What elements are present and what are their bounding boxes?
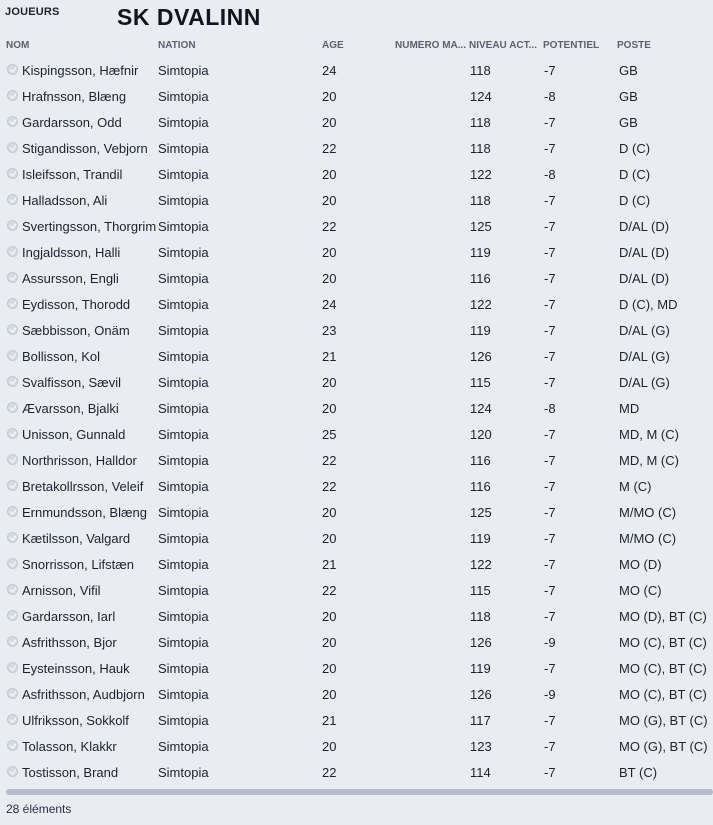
player-position: MO (D), BT (C): [619, 609, 707, 624]
player-level: 122: [470, 557, 492, 572]
player-name[interactable]: Tostisson, Brand: [22, 765, 119, 780]
scrollbar-thumb[interactable]: [6, 789, 713, 795]
table-row[interactable]: [0, 161, 713, 187]
player-position: MO (C), BT (C): [619, 661, 707, 676]
player-position: BT (C): [619, 765, 658, 780]
column-header-name[interactable]: NOM: [6, 40, 30, 51]
player-potential: -7: [544, 661, 556, 676]
player-list: [0, 57, 713, 785]
player-level: 126: [470, 349, 492, 364]
select-check-icon[interactable]: [7, 480, 18, 491]
player-level: 123: [470, 739, 492, 754]
player-potential: -7: [544, 765, 556, 780]
player-position: GB: [619, 63, 638, 78]
player-name[interactable]: Sæbbisson, Onäm: [22, 323, 130, 338]
player-name[interactable]: Hrafnsson, Blæng: [22, 89, 127, 104]
table-row[interactable]: [0, 343, 713, 369]
player-nation: Simtopia: [158, 401, 209, 416]
player-name[interactable]: Northrisson, Halldor: [22, 453, 137, 468]
table-row[interactable]: [0, 135, 713, 161]
player-nation: Simtopia: [158, 89, 209, 104]
select-check-icon[interactable]: [7, 194, 18, 205]
player-position: MO (G), BT (C): [619, 739, 708, 754]
table-row[interactable]: [0, 707, 713, 733]
player-nation: Simtopia: [158, 271, 209, 286]
player-level: 118: [470, 609, 491, 624]
player-nation: Simtopia: [158, 687, 209, 702]
top-bar: [0, 0, 713, 36]
player-nation: Simtopia: [158, 713, 209, 728]
player-position: D (C): [619, 141, 651, 156]
player-level: 118: [470, 63, 491, 78]
column-header-nation[interactable]: NATION: [158, 40, 196, 51]
player-position: D (C): [619, 193, 651, 208]
player-position: D/AL (G): [619, 375, 670, 390]
select-check-icon[interactable]: [7, 376, 18, 387]
player-age: 20: [322, 401, 337, 416]
column-header-potential[interactable]: POTENTIEL: [543, 40, 600, 51]
select-check-icon[interactable]: [7, 298, 18, 309]
section-label: JOUEURS: [5, 6, 60, 18]
player-level: 126: [470, 635, 492, 650]
player-position: D/AL (D): [619, 271, 670, 286]
player-potential: -7: [544, 557, 556, 572]
player-potential: -9: [544, 687, 556, 702]
player-position: GB: [619, 89, 638, 104]
player-position: M/MO (C): [619, 531, 677, 546]
player-age: 22: [322, 453, 337, 468]
player-potential: -7: [544, 375, 556, 390]
select-check-icon[interactable]: [7, 584, 18, 595]
player-age: 22: [322, 479, 337, 494]
player-nation: Simtopia: [158, 531, 209, 546]
club-title: SK DVALINN: [117, 4, 261, 30]
table-row[interactable]: [0, 83, 713, 109]
table-row[interactable]: [0, 655, 713, 681]
table-row[interactable]: [0, 447, 713, 473]
player-age: 20: [322, 167, 337, 182]
select-check-icon[interactable]: [7, 142, 18, 153]
player-position: D (C), MD: [619, 297, 678, 312]
player-age: 23: [322, 323, 337, 338]
table-row[interactable]: [0, 187, 713, 213]
player-name[interactable]: Gardarsson, Odd: [22, 115, 122, 130]
player-age: 20: [322, 635, 337, 650]
player-age: 20: [322, 609, 337, 624]
select-check-icon[interactable]: [7, 662, 18, 673]
table-row[interactable]: [0, 395, 713, 421]
player-age: 20: [322, 375, 337, 390]
player-name[interactable]: Svertingsson, Thorgrim: [22, 219, 157, 234]
table-row[interactable]: [0, 369, 713, 395]
player-position: D/AL (G): [619, 323, 670, 338]
select-check-icon[interactable]: [7, 402, 18, 413]
player-name[interactable]: Asfrithsson, Bjor: [22, 635, 117, 650]
column-header-number[interactable]: NUMÉRO MA...: [395, 40, 466, 51]
table-row[interactable]: [0, 57, 713, 83]
player-name[interactable]: Ævarsson, Bjalki: [22, 401, 119, 416]
player-name[interactable]: Assursson, Engli: [22, 271, 119, 286]
player-level: 116: [470, 479, 491, 494]
player-position: MO (C), BT (C): [619, 635, 707, 650]
column-header-level[interactable]: NIVEAU ACT...: [469, 40, 537, 51]
player-position: MO (C), BT (C): [619, 687, 707, 702]
player-potential: -7: [544, 271, 556, 286]
player-potential: -7: [544, 531, 556, 546]
player-name[interactable]: Arnisson, Vifil: [22, 583, 101, 598]
table-row[interactable]: [0, 499, 713, 525]
player-level: 119: [470, 661, 491, 676]
player-age: 21: [322, 349, 337, 364]
player-nation: Simtopia: [158, 609, 209, 624]
player-nation: Simtopia: [158, 765, 209, 780]
player-position: D/AL (D): [619, 245, 670, 260]
player-potential: -7: [544, 453, 556, 468]
player-position: M/MO (C): [619, 505, 677, 520]
select-check-icon[interactable]: [7, 532, 18, 543]
player-name[interactable]: Tolasson, Klakkr: [22, 739, 117, 754]
player-level: 122: [470, 167, 492, 182]
select-check-icon[interactable]: [7, 766, 18, 777]
player-potential: -7: [544, 297, 556, 312]
player-position: GB: [619, 115, 638, 130]
player-position: MD, M (C): [619, 427, 679, 442]
player-level: 125: [470, 219, 492, 234]
select-check-icon[interactable]: [7, 246, 18, 257]
table-row[interactable]: [0, 525, 713, 551]
select-check-icon[interactable]: [7, 272, 18, 283]
player-nation: Simtopia: [158, 193, 209, 208]
player-name[interactable]: Eysteinsson, Hauk: [22, 661, 130, 676]
player-potential: -7: [544, 427, 556, 442]
player-position: MO (G), BT (C): [619, 713, 708, 728]
player-position: MO (D): [619, 557, 662, 572]
player-potential: -8: [544, 401, 556, 416]
column-header-position[interactable]: POSTE: [617, 40, 651, 51]
select-check-icon[interactable]: [7, 428, 18, 439]
select-check-icon[interactable]: [7, 220, 18, 231]
select-check-icon[interactable]: [7, 636, 18, 647]
player-potential: -7: [544, 245, 556, 260]
player-nation: Simtopia: [158, 453, 209, 468]
player-level: 122: [470, 297, 492, 312]
player-level: 120: [470, 427, 492, 442]
player-potential: -7: [544, 219, 556, 234]
player-level: 114: [470, 765, 491, 780]
table-row[interactable]: [0, 733, 713, 759]
select-check-icon[interactable]: [7, 350, 18, 361]
player-potential: -7: [544, 739, 556, 754]
player-age: 22: [322, 765, 337, 780]
player-nation: Simtopia: [158, 297, 209, 312]
select-check-icon[interactable]: [7, 558, 18, 569]
player-level: 125: [470, 505, 492, 520]
player-age: 20: [322, 661, 337, 676]
select-check-icon[interactable]: [7, 610, 18, 621]
player-nation: Simtopia: [158, 479, 209, 494]
table-row[interactable]: [0, 681, 713, 707]
player-nation: Simtopia: [158, 323, 209, 338]
player-age: 20: [322, 115, 337, 130]
player-nation: Simtopia: [158, 739, 209, 754]
player-age: 20: [322, 193, 337, 208]
player-age: 20: [322, 271, 337, 286]
player-name[interactable]: Svalfisson, Sævil: [22, 375, 121, 390]
player-level: 124: [470, 401, 492, 416]
player-name[interactable]: Halladsson, Ali: [22, 193, 108, 208]
player-name[interactable]: Unisson, Gunnald: [22, 427, 126, 442]
player-age: 20: [322, 531, 337, 546]
player-level: 119: [470, 245, 491, 260]
player-nation: Simtopia: [158, 219, 209, 234]
select-check-icon[interactable]: [7, 168, 18, 179]
player-name[interactable]: Ernmundsson, Blæng: [22, 505, 148, 520]
player-name[interactable]: Snorrisson, Lifstæn: [22, 557, 134, 572]
select-check-icon[interactable]: [7, 64, 18, 75]
player-age: 20: [322, 89, 337, 104]
horizontal-scrollbar[interactable]: [6, 789, 713, 795]
table-row[interactable]: [0, 109, 713, 135]
player-level: 117: [470, 713, 491, 728]
player-potential: -7: [544, 479, 556, 494]
player-nation: Simtopia: [158, 427, 209, 442]
player-potential: -7: [544, 115, 556, 130]
player-level: 116: [470, 271, 491, 286]
player-age: 21: [322, 557, 337, 572]
item-count: 28 éléments: [6, 802, 72, 816]
player-nation: Simtopia: [158, 557, 209, 572]
player-level: 119: [470, 531, 491, 546]
select-check-icon[interactable]: [7, 714, 18, 725]
player-potential: -7: [544, 323, 556, 338]
player-level: 118: [470, 115, 491, 130]
player-age: 20: [322, 687, 337, 702]
player-nation: Simtopia: [158, 635, 209, 650]
player-potential: -7: [544, 193, 556, 208]
select-check-icon[interactable]: [7, 116, 18, 127]
player-nation: Simtopia: [158, 349, 209, 364]
player-position: D/AL (D): [619, 219, 670, 234]
player-name[interactable]: Eydisson, Thorodd: [22, 297, 131, 312]
table-row[interactable]: [0, 629, 713, 655]
player-age: 20: [322, 505, 337, 520]
player-potential: -7: [544, 63, 556, 78]
table-row[interactable]: [0, 213, 713, 239]
select-check-icon[interactable]: [7, 506, 18, 517]
column-header-age[interactable]: ÂGE: [322, 40, 344, 51]
table-row[interactable]: [0, 265, 713, 291]
player-age: 20: [322, 245, 337, 260]
player-age: 22: [322, 583, 337, 598]
player-potential: -7: [544, 609, 556, 624]
player-name[interactable]: Isleifsson, Trandil: [22, 167, 123, 182]
player-nation: Simtopia: [158, 63, 209, 78]
player-nation: Simtopia: [158, 141, 209, 156]
player-position: D/AL (G): [619, 349, 670, 364]
player-level: 116: [470, 453, 491, 468]
player-name[interactable]: Asfrithsson, Audbjorn: [22, 687, 145, 702]
player-position: MD: [619, 401, 640, 416]
player-age: 24: [322, 63, 337, 78]
table-header: [0, 36, 713, 56]
player-position: M (C): [619, 479, 652, 494]
table-row[interactable]: [0, 603, 713, 629]
player-name[interactable]: Ulfriksson, Sokkolf: [22, 713, 129, 728]
table-row[interactable]: [0, 317, 713, 343]
player-potential: -8: [544, 89, 556, 104]
player-name[interactable]: Kispingsson, Hæfnir: [22, 63, 139, 78]
player-potential: -7: [544, 505, 556, 520]
player-potential: -7: [544, 141, 556, 156]
player-potential: -7: [544, 583, 556, 598]
select-check-icon[interactable]: [7, 740, 18, 751]
player-level: 115: [470, 583, 491, 598]
player-age: 22: [322, 141, 337, 156]
table-row[interactable]: [0, 551, 713, 577]
table-row[interactable]: [0, 473, 713, 499]
player-name[interactable]: Kætilsson, Valgard: [22, 531, 131, 546]
player-position: MO (C): [619, 583, 662, 598]
player-name[interactable]: Stigandisson, Vebjorn: [22, 141, 148, 156]
table-row[interactable]: [0, 291, 713, 317]
player-name[interactable]: Ingjaldsson, Halli: [22, 245, 121, 260]
player-potential: -7: [544, 349, 556, 364]
player-potential: -9: [544, 635, 556, 650]
select-check-icon[interactable]: [7, 688, 18, 699]
player-level: 118: [470, 193, 491, 208]
player-name[interactable]: Gardarsson, Iarl: [22, 609, 116, 624]
player-position: D (C): [619, 167, 651, 182]
player-level: 118: [470, 141, 491, 156]
player-age: 20: [322, 739, 337, 754]
select-check-icon[interactable]: [7, 454, 18, 465]
player-name[interactable]: Bretakollrsson, Veleif: [22, 479, 144, 494]
player-nation: Simtopia: [158, 167, 209, 182]
table-row[interactable]: [0, 421, 713, 447]
player-nation: Simtopia: [158, 583, 209, 598]
player-potential: -7: [544, 713, 556, 728]
player-nation: Simtopia: [158, 505, 209, 520]
player-age: 24: [322, 297, 337, 312]
player-nation: Simtopia: [158, 115, 209, 130]
select-check-icon[interactable]: [7, 324, 18, 335]
player-level: 119: [470, 323, 491, 338]
table-row[interactable]: [0, 759, 713, 785]
player-nation: Simtopia: [158, 245, 209, 260]
player-level: 124: [470, 89, 492, 104]
player-position: MD, M (C): [619, 453, 679, 468]
player-age: 22: [322, 219, 337, 234]
player-age: 25: [322, 427, 337, 442]
player-name[interactable]: Bollisson, Kol: [22, 349, 101, 364]
player-level: 115: [470, 375, 491, 390]
player-potential: -8: [544, 167, 556, 182]
player-age: 21: [322, 713, 337, 728]
select-check-icon[interactable]: [7, 90, 18, 101]
player-nation: Simtopia: [158, 661, 209, 676]
table-row[interactable]: [0, 239, 713, 265]
player-nation: Simtopia: [158, 375, 209, 390]
table-row[interactable]: [0, 577, 713, 603]
player-level: 126: [470, 687, 492, 702]
